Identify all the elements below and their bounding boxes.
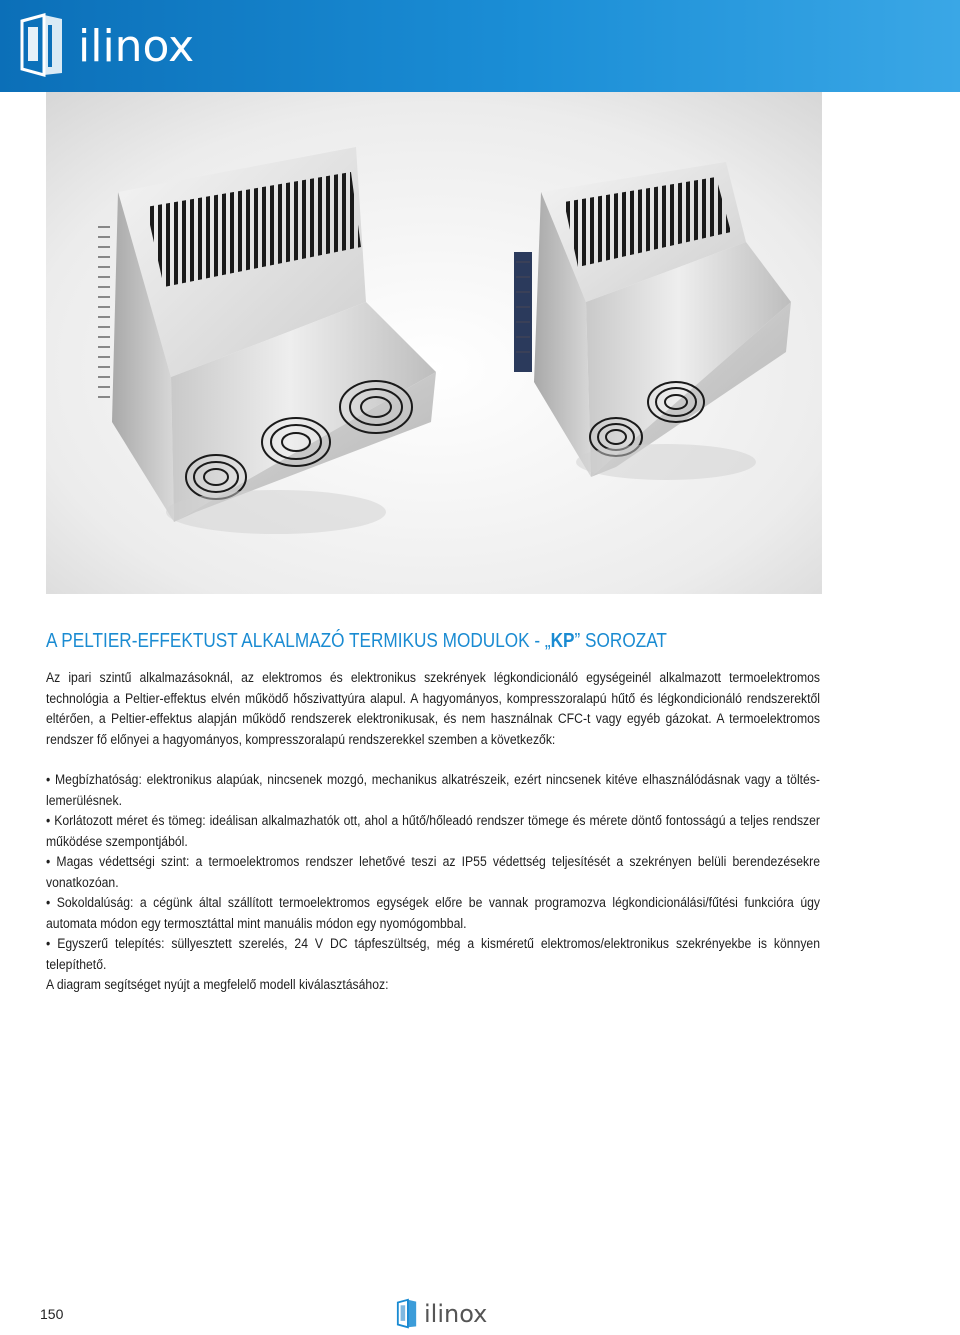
page-number: 150 bbox=[40, 1306, 64, 1322]
bullet-size-weight: • Korlátozott méret és tömeg: ideálisan alkalmazhatók ott, ahol a hűtő/hőleadó rendszer tömege és mérete döntő fontosságú a teljes rendszer működése szempontjából. bbox=[46, 813, 820, 850]
product-photo bbox=[46, 92, 822, 594]
title-prefix: A PELTIER-EFFEKTUST ALKALMAZÓ TERMIKUS MODULOK - „ bbox=[46, 630, 551, 652]
bullet-installation: • Egyszerű telepítés: süllyesztett szerelés, 24 V DC tápfeszültség, még a kisméretű elektromos/elektronikus szekrényekbe is könnyen telepíthető. bbox=[46, 936, 820, 973]
section-title bbox=[46, 630, 794, 653]
closing-line: A diagram segítséget nyújt a megfelelő modell kiválasztásához: bbox=[46, 977, 389, 993]
bullet-versatility: • Sokoldalúság: a cégünk által szállított termoelektromos egységek előre be vannak programozva légkondicionálási/fűtési funkcióra úgy automata módon egy termosztáttal mint manuális módon egy nyomógombbal. bbox=[46, 895, 820, 932]
peltier-module-product-photo bbox=[46, 92, 822, 594]
title-highlight: KP bbox=[550, 630, 575, 652]
header-logo[interactable] bbox=[18, 12, 194, 80]
bullet-reliability: • Megbízhatóság: elektronikus alapúak, nincsenek mozgó, mechanikus alkatrészeik, ezért nincsenek kitéve elhasználódásnak vagy a töltés-lemerülésnek. bbox=[46, 772, 820, 809]
brand-wordmark: ilinox bbox=[78, 20, 195, 72]
intro-paragraph: Az ipari szintű alkalmazásoknál, az elektromos és elektronikus szekrények légkondicionáló egységeinél alkalmazott termoelektromos technológia a Peltier-effektus elvén működő hőszivattyúra alapul. A hagyományos, kompresszoralapú hűtő és légkondicionáló rendszerektől eltérően, a Peltier-effektus alapján működő rendszerek elektronikusak, és nem használnak CFC-t vagy egyéb gázokat. A termoelektromos rendszer fő előnyei a hagyományos, kompresszoralapú rendszerekkel szemben a következők: bbox=[46, 670, 820, 748]
bullet-protection: • Magas védettségi szint: a termoelektromos rendszer lehetővé teszi az IP55 védettség teljesítését a szekrényen belüli berendezésekre vonatkozóan. bbox=[46, 854, 820, 891]
title-suffix: ” SOROZAT bbox=[574, 630, 667, 652]
header-band bbox=[0, 0, 960, 92]
footer-logo bbox=[396, 1298, 487, 1330]
paragraph-gap bbox=[46, 750, 820, 770]
ilinox-door-logo-icon bbox=[396, 1298, 418, 1330]
ilinox-door-logo-icon bbox=[18, 13, 66, 79]
body-text bbox=[46, 668, 820, 996]
footer-brand-wordmark: ilinox bbox=[424, 1300, 488, 1328]
